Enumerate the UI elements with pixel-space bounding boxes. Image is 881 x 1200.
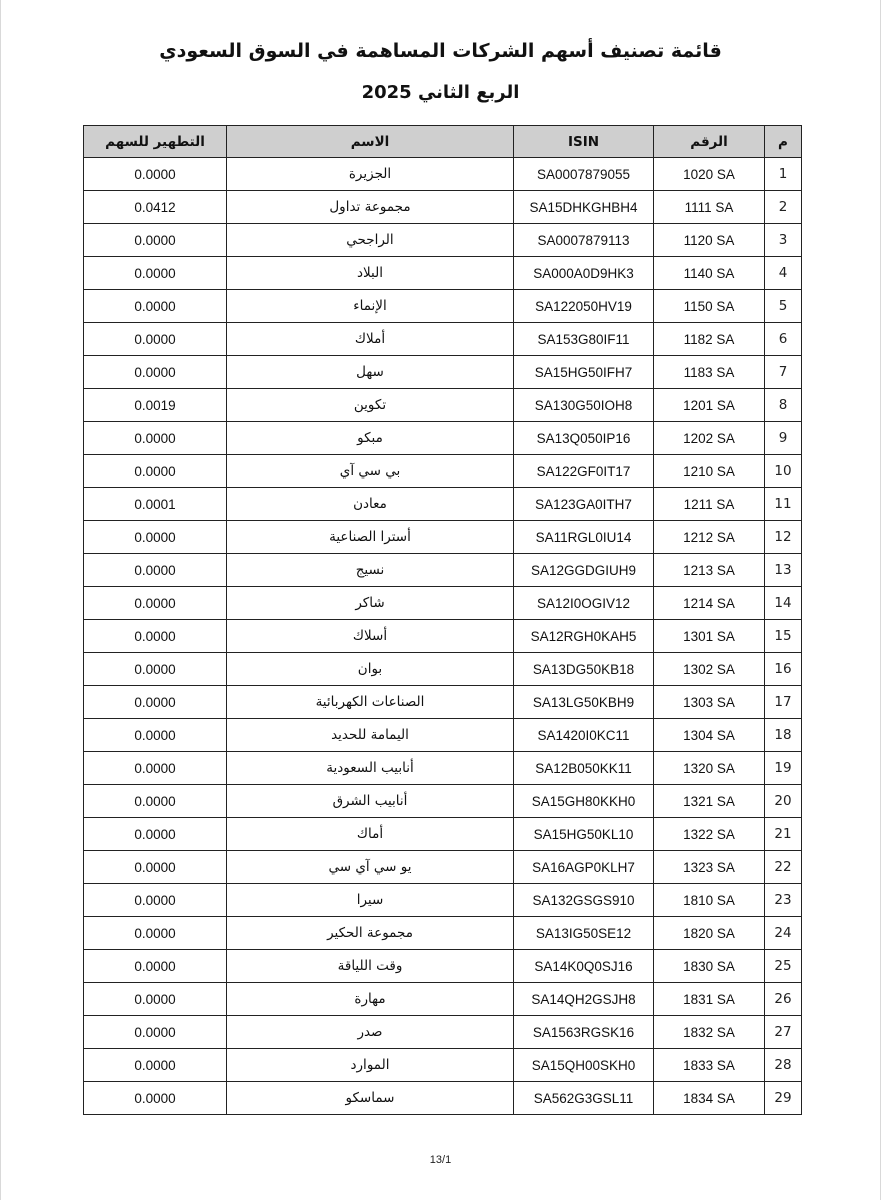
cell-index: 29 bbox=[765, 1082, 802, 1115]
table-row bbox=[84, 653, 802, 686]
table-row bbox=[84, 191, 802, 224]
cell-index: 19 bbox=[765, 752, 802, 785]
cell-purification: 0.0000 bbox=[84, 752, 227, 785]
header-purification: التطهير للسهم bbox=[84, 126, 227, 158]
cell-purification: 0.0000 bbox=[84, 785, 227, 818]
cell-name: صدر bbox=[227, 1016, 514, 1049]
cell-purification: 0.0019 bbox=[84, 389, 227, 422]
cell-code: 1211 SA bbox=[654, 488, 765, 521]
cell-code: 1834 SA bbox=[654, 1082, 765, 1115]
cell-isin: SA153G80IF11 bbox=[514, 323, 654, 356]
cell-name: البلاد bbox=[227, 257, 514, 290]
cell-index: 12 bbox=[765, 521, 802, 554]
table-row bbox=[84, 323, 802, 356]
table-row bbox=[84, 356, 802, 389]
cell-purification: 0.0000 bbox=[84, 521, 227, 554]
cell-isin: SA16AGP0KLH7 bbox=[514, 851, 654, 884]
cell-name: نسيج bbox=[227, 554, 514, 587]
cell-name: بي سي آي bbox=[227, 455, 514, 488]
cell-isin: SA15QH00SKH0 bbox=[514, 1049, 654, 1082]
cell-code: 1303 SA bbox=[654, 686, 765, 719]
cell-code: 1183 SA bbox=[654, 356, 765, 389]
table-row bbox=[84, 422, 802, 455]
cell-index: 17 bbox=[765, 686, 802, 719]
table-row bbox=[84, 389, 802, 422]
cell-isin: SA11RGL0IU14 bbox=[514, 521, 654, 554]
cell-index: 11 bbox=[765, 488, 802, 521]
cell-code: 1321 SA bbox=[654, 785, 765, 818]
cell-purification: 0.0000 bbox=[84, 554, 227, 587]
cell-name: الراجحي bbox=[227, 224, 514, 257]
cell-index: 25 bbox=[765, 950, 802, 983]
cell-isin: SA15GH80KKH0 bbox=[514, 785, 654, 818]
cell-code: 1020 SA bbox=[654, 158, 765, 191]
table-row bbox=[84, 818, 802, 851]
cell-index: 18 bbox=[765, 719, 802, 752]
cell-name: أنابيب الشرق bbox=[227, 785, 514, 818]
cell-purification: 0.0000 bbox=[84, 422, 227, 455]
cell-isin: SA12RGH0KAH5 bbox=[514, 620, 654, 653]
cell-name: سماسكو bbox=[227, 1082, 514, 1115]
cell-isin: SA15HG50IFH7 bbox=[514, 356, 654, 389]
cell-name: مهارة bbox=[227, 983, 514, 1016]
cell-index: 1 bbox=[765, 158, 802, 191]
table-row bbox=[84, 290, 802, 323]
cell-code: 1302 SA bbox=[654, 653, 765, 686]
cell-name: مجموعة الحكير bbox=[227, 917, 514, 950]
cell-isin: SA13IG50SE12 bbox=[514, 917, 654, 950]
cell-purification: 0.0000 bbox=[84, 1016, 227, 1049]
header-code: الرقم bbox=[654, 126, 765, 158]
table-row bbox=[84, 620, 802, 653]
cell-code: 1212 SA bbox=[654, 521, 765, 554]
cell-isin: SA122050HV19 bbox=[514, 290, 654, 323]
cell-isin: SA123GA0ITH7 bbox=[514, 488, 654, 521]
table-row bbox=[84, 752, 802, 785]
document-title: قائمة تصنيف أسهم الشركات المساهمة في السوق السعودي bbox=[159, 40, 722, 62]
cell-code: 1213 SA bbox=[654, 554, 765, 587]
cell-index: 4 bbox=[765, 257, 802, 290]
cell-name: الإنماء bbox=[227, 290, 514, 323]
cell-index: 9 bbox=[765, 422, 802, 455]
cell-isin: SA12I0OGIV12 bbox=[514, 587, 654, 620]
cell-code: 1210 SA bbox=[654, 455, 765, 488]
cell-purification: 0.0000 bbox=[84, 653, 227, 686]
table-row bbox=[84, 686, 802, 719]
cell-code: 1831 SA bbox=[654, 983, 765, 1016]
table-row bbox=[84, 224, 802, 257]
table-row bbox=[84, 983, 802, 1016]
cell-purification: 0.0000 bbox=[84, 950, 227, 983]
cell-isin: SA132GSGS910 bbox=[514, 884, 654, 917]
table-row bbox=[84, 950, 802, 983]
cell-name: أنابيب السعودية bbox=[227, 752, 514, 785]
cell-purification: 0.0000 bbox=[84, 884, 227, 917]
cell-purification: 0.0000 bbox=[84, 224, 227, 257]
cell-purification: 0.0412 bbox=[84, 191, 227, 224]
cell-purification: 0.0000 bbox=[84, 587, 227, 620]
cell-code: 1833 SA bbox=[654, 1049, 765, 1082]
table-row bbox=[84, 521, 802, 554]
cell-isin: SA1563RGSK16 bbox=[514, 1016, 654, 1049]
cell-purification: 0.0000 bbox=[84, 323, 227, 356]
cell-name: تكوين bbox=[227, 389, 514, 422]
cell-name: يو سي آي سي bbox=[227, 851, 514, 884]
cell-purification: 0.0001 bbox=[84, 488, 227, 521]
cell-purification: 0.0000 bbox=[84, 719, 227, 752]
table-row bbox=[84, 1049, 802, 1082]
cell-index: 23 bbox=[765, 884, 802, 917]
cell-purification: 0.0000 bbox=[84, 1049, 227, 1082]
document-subtitle: الربع الثاني 2025 bbox=[361, 82, 520, 103]
table-row bbox=[84, 719, 802, 752]
cell-name: سيرا bbox=[227, 884, 514, 917]
cell-purification: 0.0000 bbox=[84, 686, 227, 719]
cell-code: 1120 SA bbox=[654, 224, 765, 257]
table-row bbox=[84, 1082, 802, 1115]
table-row bbox=[84, 917, 802, 950]
table-row bbox=[84, 587, 802, 620]
cell-isin: SA15HG50KL10 bbox=[514, 818, 654, 851]
cell-code: 1202 SA bbox=[654, 422, 765, 455]
table-row bbox=[84, 257, 802, 290]
table-body bbox=[84, 158, 802, 1115]
cell-purification: 0.0000 bbox=[84, 851, 227, 884]
cell-index: 10 bbox=[765, 455, 802, 488]
cell-code: 1320 SA bbox=[654, 752, 765, 785]
cell-name: اليمامة للحديد bbox=[227, 719, 514, 752]
cell-name: أسلاك bbox=[227, 620, 514, 653]
cell-purification: 0.0000 bbox=[84, 983, 227, 1016]
cell-index: 22 bbox=[765, 851, 802, 884]
cell-index: 28 bbox=[765, 1049, 802, 1082]
table-row bbox=[84, 1016, 802, 1049]
shares-table bbox=[83, 125, 802, 1115]
cell-purification: 0.0000 bbox=[84, 917, 227, 950]
cell-isin: SA12GGDGIUH9 bbox=[514, 554, 654, 587]
cell-name: بوان bbox=[227, 653, 514, 686]
cell-name: أماك bbox=[227, 818, 514, 851]
cell-isin: SA562G3GSL11 bbox=[514, 1082, 654, 1115]
cell-name: الجزيرة bbox=[227, 158, 514, 191]
cell-index: 6 bbox=[765, 323, 802, 356]
cell-isin: SA0007879055 bbox=[514, 158, 654, 191]
cell-index: 16 bbox=[765, 653, 802, 686]
cell-purification: 0.0000 bbox=[84, 290, 227, 323]
cell-index: 7 bbox=[765, 356, 802, 389]
cell-name: مجموعة تداول bbox=[227, 191, 514, 224]
cell-index: 15 bbox=[765, 620, 802, 653]
cell-index: 13 bbox=[765, 554, 802, 587]
page-number: 13/1 bbox=[429, 1154, 452, 1166]
cell-code: 1214 SA bbox=[654, 587, 765, 620]
cell-index: 24 bbox=[765, 917, 802, 950]
cell-index: 14 bbox=[765, 587, 802, 620]
cell-name: شاكر bbox=[227, 587, 514, 620]
cell-code: 1832 SA bbox=[654, 1016, 765, 1049]
cell-name: الموارد bbox=[227, 1049, 514, 1082]
cell-purification: 0.0000 bbox=[84, 356, 227, 389]
cell-index: 8 bbox=[765, 389, 802, 422]
cell-name: وقت اللياقة bbox=[227, 950, 514, 983]
cell-index: 5 bbox=[765, 290, 802, 323]
header-isin: ISIN bbox=[514, 126, 654, 158]
cell-purification: 0.0000 bbox=[84, 455, 227, 488]
cell-isin: SA14QH2GSJH8 bbox=[514, 983, 654, 1016]
cell-isin: SA0007879113 bbox=[514, 224, 654, 257]
cell-isin: SA14K0Q0SJ16 bbox=[514, 950, 654, 983]
cell-isin: SA13LG50KBH9 bbox=[514, 686, 654, 719]
table-row bbox=[84, 884, 802, 917]
cell-isin: SA1420I0KC11 bbox=[514, 719, 654, 752]
cell-code: 1182 SA bbox=[654, 323, 765, 356]
cell-name: معادن bbox=[227, 488, 514, 521]
cell-code: 1301 SA bbox=[654, 620, 765, 653]
cell-name: الصناعات الكهربائية bbox=[227, 686, 514, 719]
cell-index: 3 bbox=[765, 224, 802, 257]
cell-code: 1304 SA bbox=[654, 719, 765, 752]
header-name: الاسم bbox=[227, 126, 514, 158]
cell-purification: 0.0000 bbox=[84, 257, 227, 290]
cell-purification: 0.0000 bbox=[84, 620, 227, 653]
cell-name: أسترا الصناعية bbox=[227, 521, 514, 554]
cell-isin: SA000A0D9HK3 bbox=[514, 257, 654, 290]
cell-name: أملاك bbox=[227, 323, 514, 356]
table-row bbox=[84, 785, 802, 818]
cell-name: مبكو bbox=[227, 422, 514, 455]
cell-index: 2 bbox=[765, 191, 802, 224]
cell-index: 20 bbox=[765, 785, 802, 818]
cell-code: 1111 SA bbox=[654, 191, 765, 224]
cell-index: 21 bbox=[765, 818, 802, 851]
cell-index: 27 bbox=[765, 1016, 802, 1049]
cell-code: 1830 SA bbox=[654, 950, 765, 983]
cell-code: 1323 SA bbox=[654, 851, 765, 884]
table-row bbox=[84, 158, 802, 191]
cell-purification: 0.0000 bbox=[84, 158, 227, 191]
cell-code: 1150 SA bbox=[654, 290, 765, 323]
table-row bbox=[84, 554, 802, 587]
cell-isin: SA130G50IOH8 bbox=[514, 389, 654, 422]
table-row bbox=[84, 851, 802, 884]
cell-code: 1810 SA bbox=[654, 884, 765, 917]
cell-isin: SA12B050KK11 bbox=[514, 752, 654, 785]
cell-purification: 0.0000 bbox=[84, 1082, 227, 1115]
cell-purification: 0.0000 bbox=[84, 818, 227, 851]
table-header-row bbox=[84, 126, 802, 158]
cell-isin: SA15DHKGHBH4 bbox=[514, 191, 654, 224]
cell-isin: SA122GF0IT17 bbox=[514, 455, 654, 488]
table-row bbox=[84, 455, 802, 488]
cell-code: 1820 SA bbox=[654, 917, 765, 950]
cell-code: 1322 SA bbox=[654, 818, 765, 851]
cell-name: سهل bbox=[227, 356, 514, 389]
cell-code: 1140 SA bbox=[654, 257, 765, 290]
cell-code: 1201 SA bbox=[654, 389, 765, 422]
table-row bbox=[84, 488, 802, 521]
cell-isin: SA13DG50KB18 bbox=[514, 653, 654, 686]
cell-index: 26 bbox=[765, 983, 802, 1016]
header-index: م bbox=[765, 126, 802, 158]
cell-isin: SA13Q050IP16 bbox=[514, 422, 654, 455]
